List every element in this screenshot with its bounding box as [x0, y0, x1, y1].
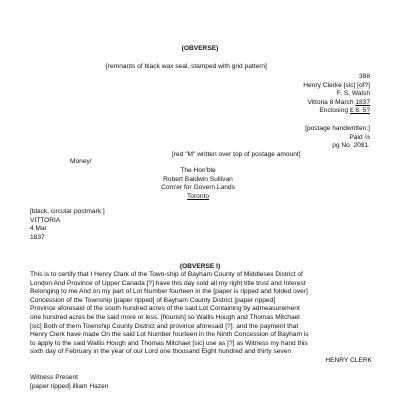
- docket-line: Henry Clerke [sic] [of?]: [303, 81, 370, 89]
- wax-seal-note: [remnants of black wax seal, stamped with grid pattern]: [106, 63, 267, 70]
- witness-line: Witness Present: [30, 374, 79, 381]
- deed-line: [sic] Both of them Township County District and province aforesaid [?]: and the payment that: [30, 322, 299, 330]
- obverse-i-heading: (OBVERSE I): [179, 263, 221, 270]
- postmark-line: 4 Mar: [30, 225, 47, 233]
- deed-line: Province aforesaid of the south hundred acres of the said Lot Containing by admeasurement: [30, 305, 300, 313]
- docket-date-line: [303, 99, 370, 108]
- postmark-line: [black, circular postmark:]: [30, 208, 105, 215]
- deed-line: London And Province of Upper Canada [?] have this day sold all my right title trust and Interest: [30, 279, 306, 287]
- postmark-block: [30, 208, 105, 242]
- postage-line: [postage handwritten:]: [305, 125, 370, 132]
- postmark-line: VITTORIA: [30, 216, 61, 224]
- postage-line: pg No. 2081.: [332, 142, 370, 150]
- enclosing-text: Enclosing: [319, 107, 350, 115]
- docket-date-text: Vittoria 8 March: [307, 98, 356, 106]
- obverse-heading: (OBVERSE): [181, 45, 219, 52]
- deed-line: one hundred acres be the said more or less. [flourish] so Wallis Hough and Thomas Mitchael: [30, 313, 300, 321]
- postage-block: [305, 125, 370, 151]
- enclosing-line: [303, 107, 370, 116]
- enclosing-amount: £ 8. 5?: [349, 107, 370, 115]
- postage-line: Paid ⅔: [349, 133, 370, 141]
- address-block: [0, 167, 396, 201]
- signature: HENRY CLERK: [325, 357, 372, 364]
- deed-line: This is to certify that I Henry Clark of the Town-ship of Bayham County of Middlesex District of: [30, 271, 303, 278]
- address-line: Com'er for Govern Lands: [161, 184, 235, 192]
- money-label: Money/: [70, 158, 92, 165]
- docket-line: F. S. Walsh: [336, 90, 370, 98]
- postmark-line: 1837: [30, 233, 45, 241]
- red-m-note: [red "M" written over top of postage amount]: [172, 151, 301, 158]
- deed-line: Belonging to me And on my part of Lot Number fourteen in the [paper is ripped and folded over]: [30, 288, 308, 296]
- address-city: Toronto: [187, 192, 209, 200]
- deed-body: [30, 271, 375, 357]
- deed-line: to apply to the said Wallis Hough and Thomas Mitchael [sic] use as [?] as Witness my hand this: [30, 339, 308, 347]
- address-line: Robert Baldwin Sullivan: [163, 175, 233, 183]
- docket-line: 388: [358, 73, 370, 80]
- deed-line: Henry Clerk have made On the said Lot Number fourteen in the Ninth Concession of Bayham is: [30, 331, 309, 339]
- witness-block: [30, 374, 108, 391]
- deed-line: sixth day of February in the year of our Lord one thousand Eight hundred and thirty seven: [30, 348, 291, 356]
- docket-block: [303, 73, 370, 116]
- witness-line: [paper ripped] illiam Hazen: [30, 382, 109, 390]
- docket-date-year: 1837: [355, 98, 370, 106]
- deed-line: Concession of the Township [paper ripped] of Bayham County District [paper ripped]: [30, 296, 276, 304]
- address-line: The Hon'ble: [180, 167, 216, 174]
